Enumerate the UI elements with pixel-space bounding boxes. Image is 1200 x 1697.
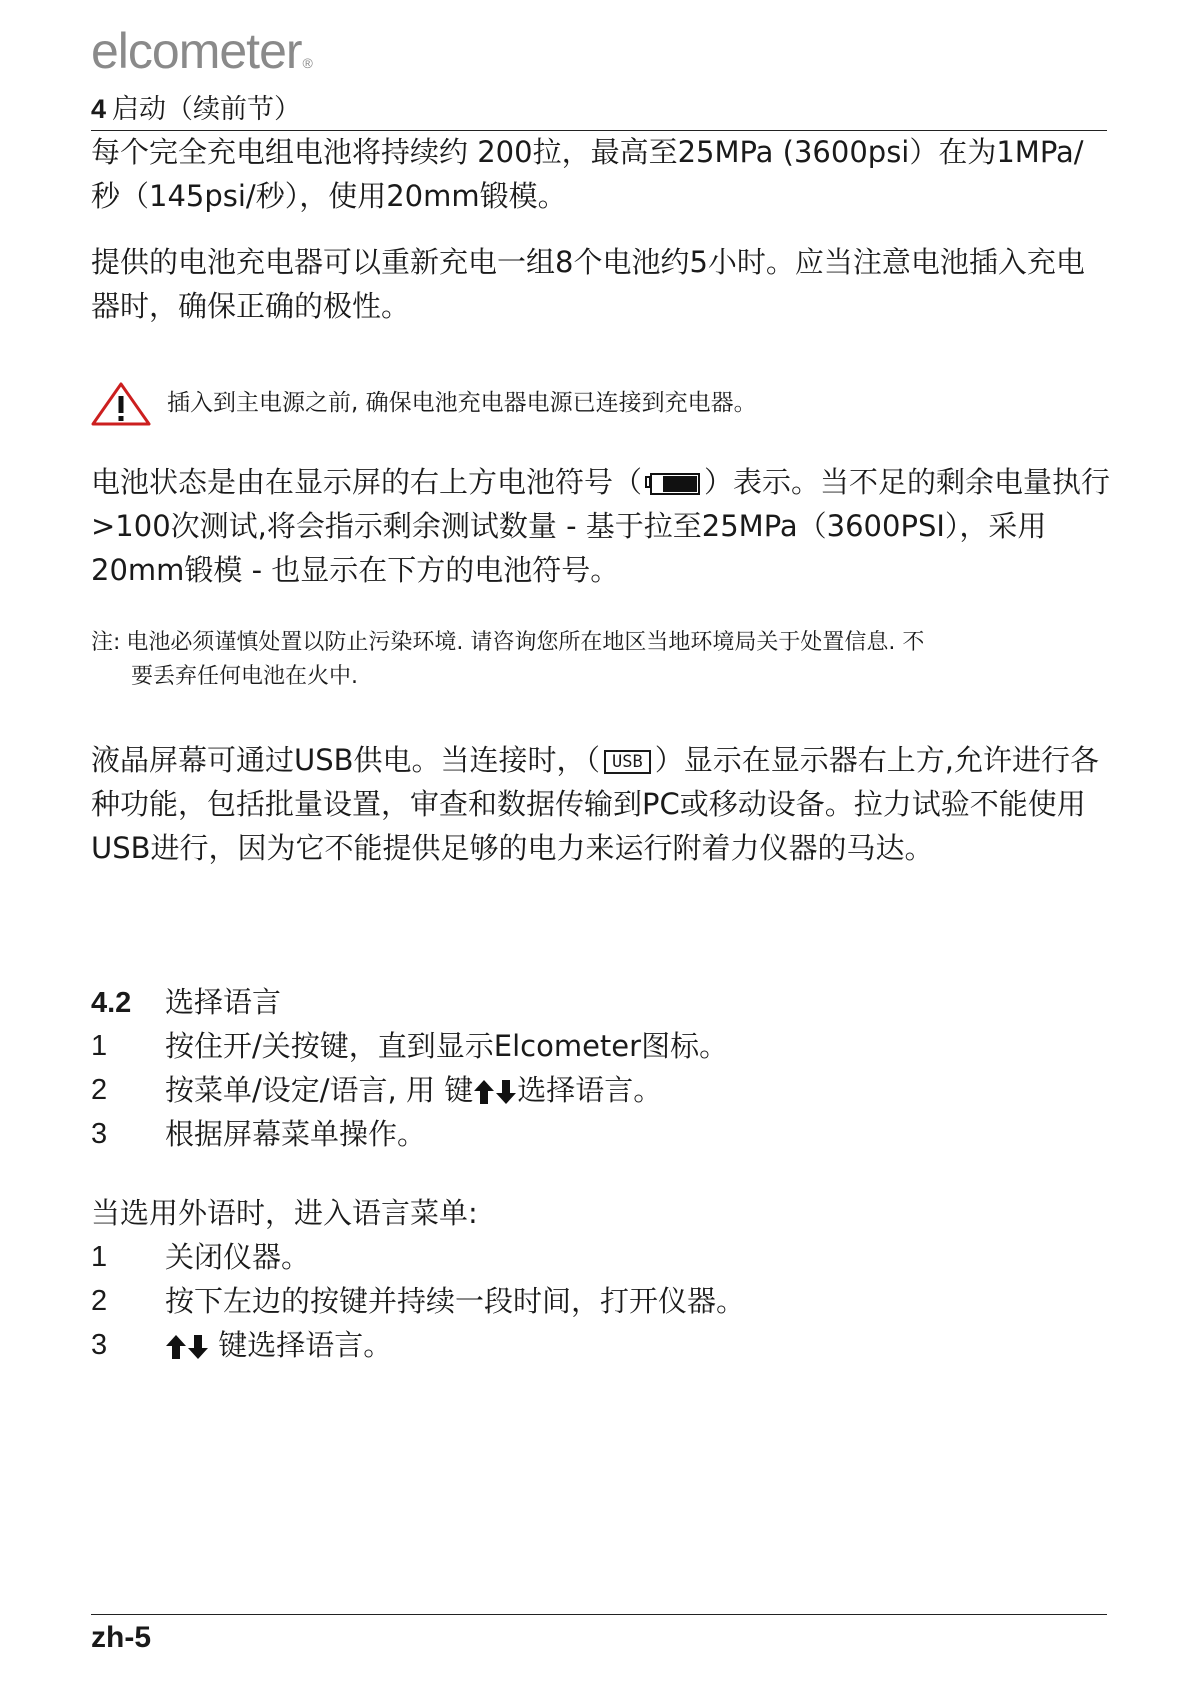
page-footer [91,1614,1107,1654]
paragraph-usb-power: 液晶屏幕可通过USB供电。当连接时，（ USB ）显示在显示器右上方,允许进行各种功能，包括批量设置，审查和数据传输到PC或移动设备。拉力试验不能使用USB进行，因为它不能提供足够的电力来运行附着力仪器的马达。 [91,743,1099,865]
warning-block [91,380,1111,430]
arrow-up-icon [473,1079,495,1105]
warning-text: 插入到主电源之前, 确保电池充电器电源已连接到充电器。 [167,390,757,416]
section-header [91,91,1107,131]
usb-icon: USB [604,750,651,774]
list-item: 3 根据屏幕菜单操作。 [91,1117,427,1151]
section-4-2-title: 4.2 选择语言 [91,985,282,1019]
list-item: 3 键选择语言。 [91,1328,393,1362]
paragraph-battery-life: 每个完全充电组电池将持续约 200拉，最高至25MPa (3600psi）在为1MPa/秒（145psi/秒），使用20mm锻模。 [91,135,1084,213]
section-number: 4 [91,94,107,124]
language-steps-list [91,1024,1111,1156]
disposal-note: 注: 电池必须谨慎处置以防止污染环境. 请咨询您所在地区当地环境局关于处置信息. 不 要丢弃任何电池在火中. [91,630,925,689]
list-item: 1 关闭仪器。 [91,1240,311,1274]
note-label: 注: [91,630,121,655]
warning-triangle-icon [91,382,151,426]
list-item: 2 按下左边的按键并持续一段时间，打开仪器。 [91,1284,746,1318]
list-item: 2 按菜单/设定/语言, 用 键 选择语言。 [91,1073,663,1107]
list-item: 1 按住开/关按键，直到显示Elcometer图标。 [91,1029,729,1063]
paragraph-battery-status: 电池状态是由在显示屏的右上方电池符号（ ）表示。当不足的剩余电量执行>100次测试,将会指示剩余测试数量 - 基于拉至25MPa（3600PSI），采用20mm锻模 - 也显示在下方的电池符号。 [91,465,1111,587]
foreign-language-lead: 当选用外语时，进入语言菜单: [91,1196,478,1230]
arrow-up-icon [165,1334,187,1360]
arrow-down-icon [187,1334,209,1360]
arrow-down-icon [495,1079,517,1105]
page-number: zh-5 [91,1621,151,1654]
elcometer-logo: elcometer® [91,23,312,79]
section-title: 启动（续前节） [112,94,302,125]
battery-icon [645,473,701,495]
foreign-language-steps-list [91,1235,1111,1367]
paragraph-charger: 提供的电池充电器可以重新充电一组8个电池约5小时。应当注意电池插入充电器时，确保正确的极性。 [91,245,1085,323]
